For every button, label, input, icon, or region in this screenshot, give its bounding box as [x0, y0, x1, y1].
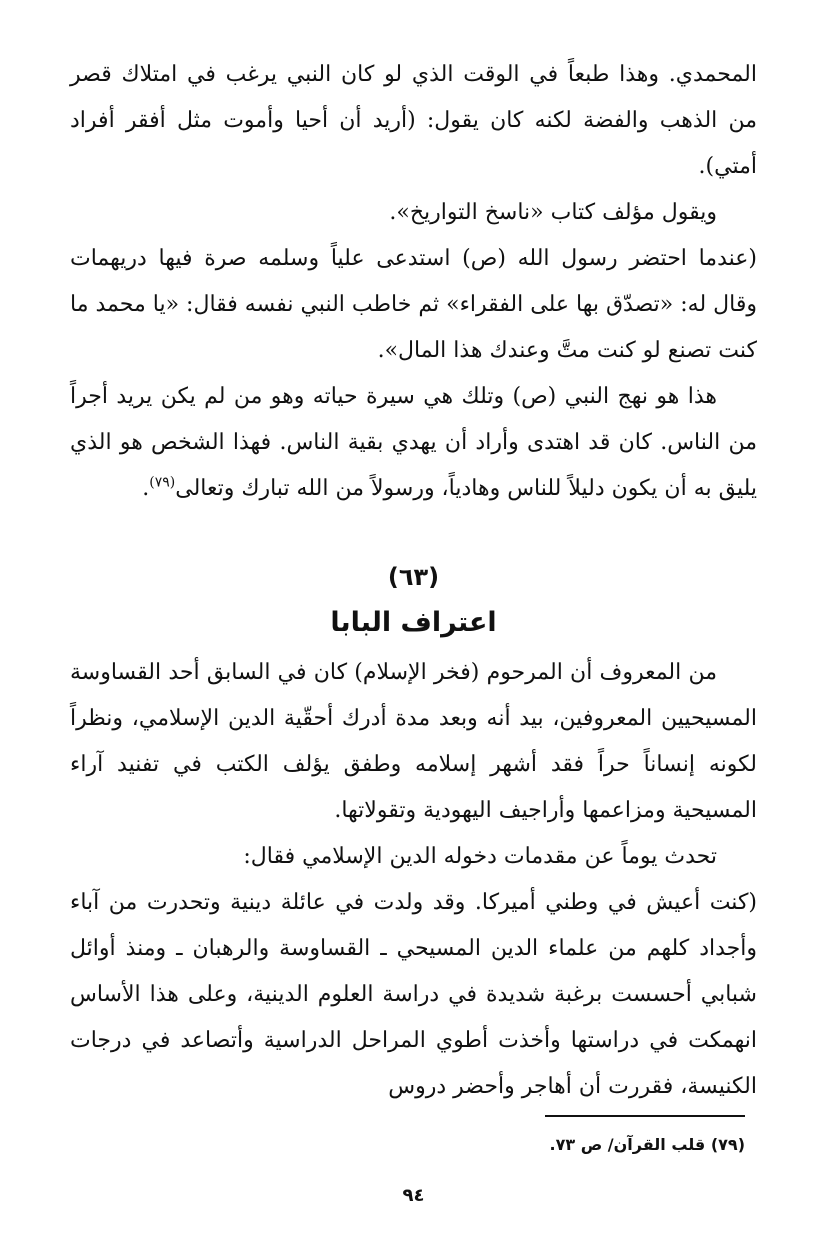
footnote-text: (٧٩) قلب القرآن/ ص ٧٣. — [549, 1135, 745, 1154]
section-heading — [70, 555, 757, 647]
bottom-text-block — [70, 650, 757, 1110]
paragraph-author-quote-intro: ويقول مؤلف كتاب «ناسخ التواريخ». — [389, 200, 717, 225]
section-title: اعتراف البابا — [330, 607, 497, 638]
page-number: ٩٤ — [402, 1185, 425, 1206]
section-number: (٦٣) — [387, 563, 440, 591]
paragraph-prophet-way — [70, 374, 757, 512]
paragraph-fakhr-al-islam: من المعروف أن المرحوم (فخر الإسلام) كان في السابق أحد القساوسة المسيحيين المعروفين، بيد أنه وبعد مدة أدرك أحقّية الدين الإسلامي، ونظراً لكونه إنساناً حراً فقد أشهر إسلامه وطفق يؤلف الكتب في تفنيد آراء المسيحية ومزاعمها وأراجيف اليهودية وتقولاتها. — [70, 660, 757, 823]
top-text-block — [70, 52, 757, 512]
paragraph-prophet-way-text: هذا هو نهج النبي (ص) وتلك هي سيرة حياته وهو من لم يكن يريد أجراً من الناس. كان قد اهتدى وأراد أن يهدي بقية الناس. فهذا الشخص هو الذي يليق به أن يكون دليلاً للناس وهادياً، ورسولاً من الله تبارك وتعالى — [70, 384, 757, 501]
footnote-divider — [545, 1115, 745, 1117]
paragraph-personal-account: (كنت أعيش في وطني أميركا. وقد ولدت في عائلة دينية وتحدرت من آباء وأجداد كلهم من علماء الدين المسيحي ـ القساوسة والرهبان ـ ومنذ أوائل شبابي أحسست برغبة شديدة في دراسة العلوم الدينية، وعلى هذا الأساس انهمكت في دراستها وأخذت أطوي المراحل الدراسية وأتصاعد في درجات الكنيسة، فقررت أن أهاجر وأحضر دروس — [70, 890, 757, 1099]
paragraph-he-said: تحدث يوماً عن مقدمات دخوله الدين الإسلامي فقال: — [243, 844, 717, 869]
paragraph-hadith-quote: (عندما احتضر رسول الله (ص) استدعى علياً وسلمه صرة فيها دريهمات وقال له: «تصدّق بها على الفقراء» ثم خاطب النبي نفسه فقال: «يا محمد ما كنت تصنع لو كنت متَّ وعندك هذا المال». — [70, 246, 757, 363]
paragraph-continuation: المحمدي. وهذا طبعاً في الوقت الذي لو كان النبي يرغب في امتلاك قصر من الذهب والفضة لكنه كان يقول: (أريد أن أحيا وأموت مثل أفقر أفراد أمتي). — [70, 62, 757, 179]
footnote-reference: (٧٩) — [149, 474, 176, 491]
footnote-reference-period: . — [142, 476, 150, 501]
